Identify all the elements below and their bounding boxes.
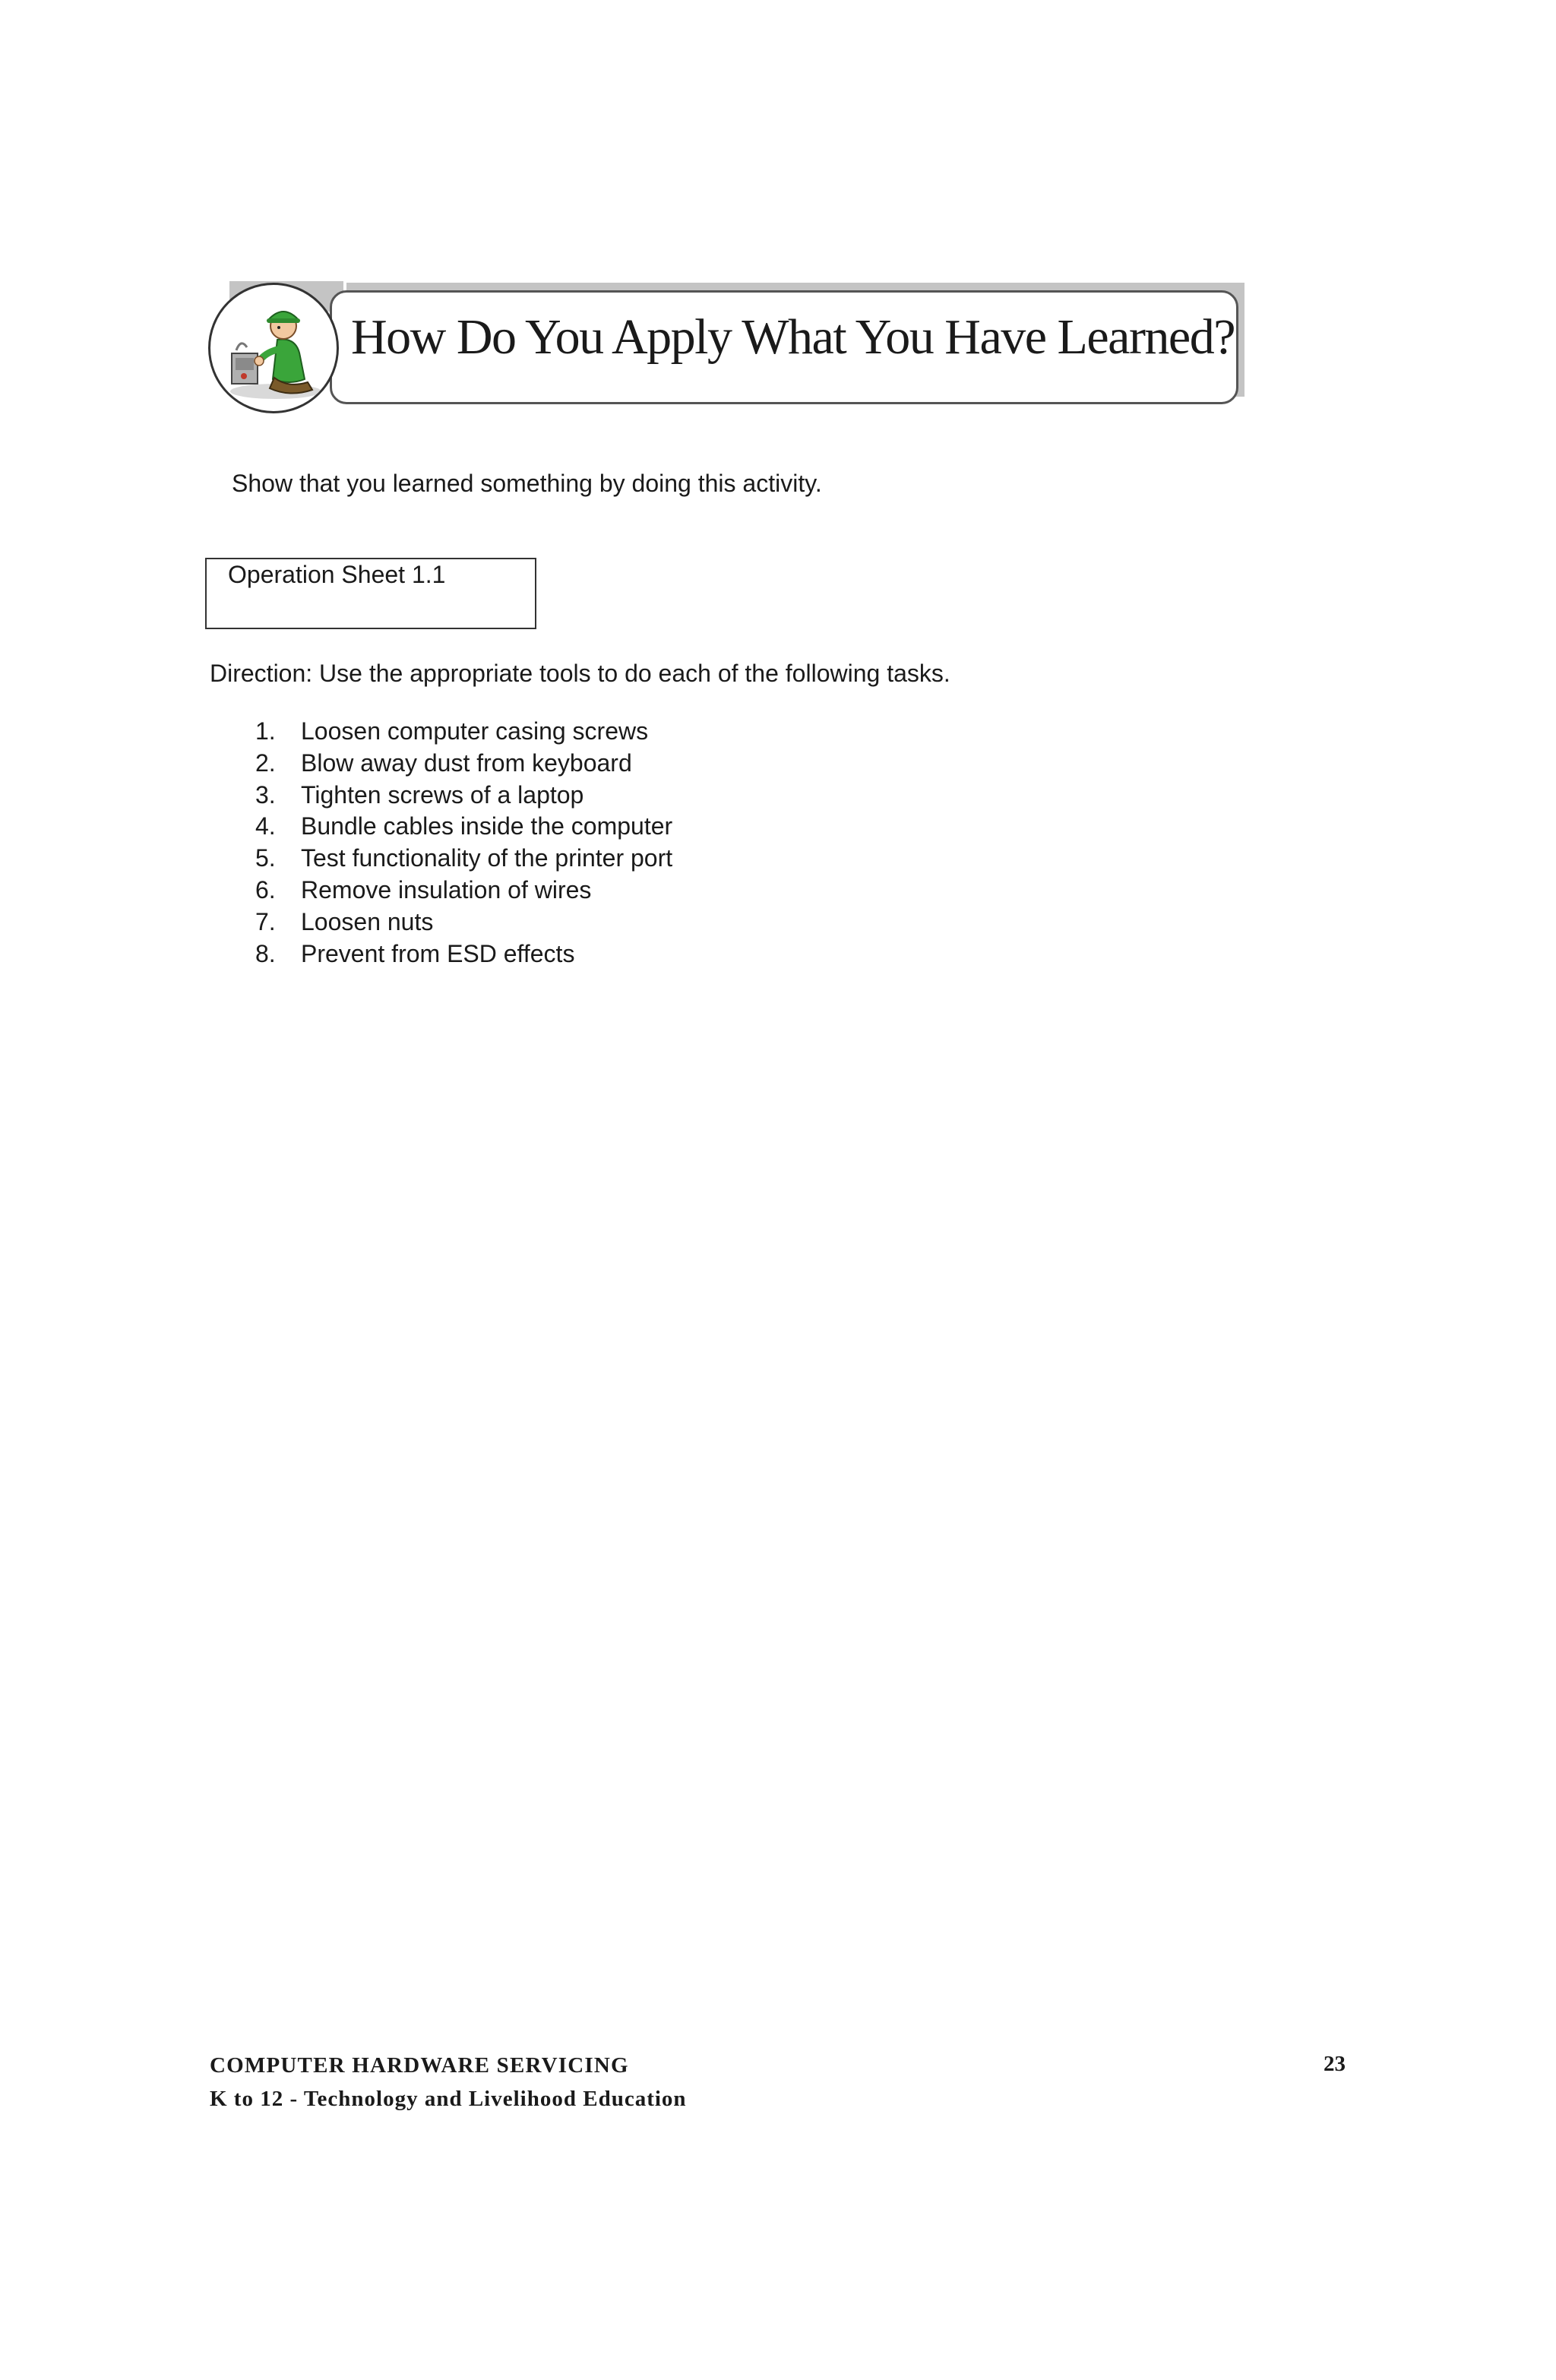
- section-banner: [207, 281, 1244, 418]
- task-number: 4.: [255, 812, 276, 840]
- task-text: Test functionality of the printer port: [301, 844, 673, 872]
- task-number: 2.: [255, 748, 276, 777]
- list-item: [255, 907, 672, 938]
- direction-text: Direction: Use the appropriate tools to do each of the following tasks.: [210, 660, 950, 687]
- task-number: 5.: [255, 844, 276, 872]
- operation-sheet-label: Operation Sheet 1.1: [228, 561, 446, 588]
- list-item: [255, 843, 672, 875]
- student-working-icon: [208, 283, 339, 413]
- task-text: Tighten screws of a laptop: [301, 780, 584, 809]
- task-text: Remove insulation of wires: [301, 875, 592, 904]
- banner-title: How Do You Apply What You Have Learned?: [351, 309, 1235, 365]
- list-item: [255, 716, 672, 748]
- task-number: 1.: [255, 717, 276, 745]
- list-item: [255, 748, 672, 780]
- task-text: Loosen computer casing screws: [301, 717, 649, 745]
- task-text: Prevent from ESD effects: [301, 939, 575, 967]
- list-item: [255, 780, 672, 812]
- task-text: Loosen nuts: [301, 907, 434, 935]
- task-number: 7.: [255, 907, 276, 935]
- footer-curriculum: K to 12 - Technology and Livelihood Education: [210, 2087, 687, 2111]
- page-number: 23: [1324, 2052, 1346, 2076]
- list-item: [255, 938, 672, 970]
- footer-subject: COMPUTER HARDWARE SERVICING: [210, 2053, 629, 2078]
- operation-sheet-box: [205, 558, 536, 629]
- task-text: Blow away dust from keyboard: [301, 748, 632, 777]
- task-list: [255, 716, 672, 970]
- task-number: 6.: [255, 875, 276, 904]
- list-item: [255, 811, 672, 843]
- task-text: Bundle cables inside the computer: [301, 812, 673, 840]
- list-item: [255, 875, 672, 907]
- task-number: 3.: [255, 780, 276, 809]
- task-number: 8.: [255, 939, 276, 967]
- intro-text: Show that you learned something by doing this activity.: [232, 470, 822, 497]
